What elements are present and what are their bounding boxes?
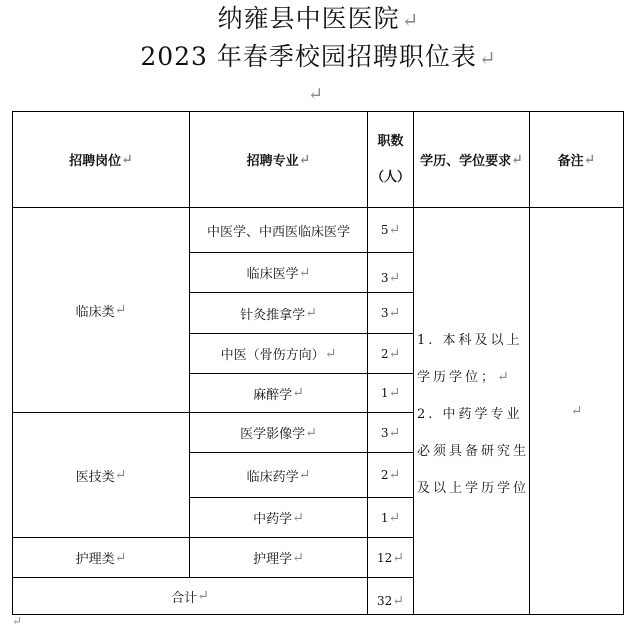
total-count-cell — [368, 583, 413, 619]
paragraph-mark-icon: ↵ — [392, 593, 404, 609]
paragraph-mark-icon: ↵ — [388, 269, 401, 286]
document-title-line1 — [0, 4, 637, 35]
paragraph-mark-icon: ↵ — [388, 222, 401, 238]
count-cell — [368, 334, 413, 373]
header-education — [414, 112, 529, 207]
paragraph-mark-icon: ↵ — [114, 302, 127, 318]
title-line1-text: 纳雍县中医医院 — [217, 4, 400, 33]
table-border — [623, 111, 624, 615]
paragraph-mark-icon: ↵ — [197, 588, 209, 604]
major-cell — [190, 334, 367, 373]
count-value: 2 — [380, 346, 389, 361]
paragraph-mark-icon: ↵ — [583, 151, 596, 168]
paragraph-mark-icon: ↵ — [388, 467, 401, 483]
paragraph-mark-icon: ↵ — [388, 345, 401, 362]
table-border — [12, 614, 624, 615]
count-cell — [368, 498, 413, 537]
education-requirements — [417, 322, 530, 507]
paragraph-mark-icon: ↵ — [388, 305, 401, 321]
major-label: 针灸推拿学 — [240, 307, 306, 323]
major-label: 护理学 — [253, 552, 293, 567]
paragraph-mark-icon: ↵ — [392, 549, 404, 566]
paragraph-mark-icon: ↵ — [114, 549, 127, 566]
group-nursing — [13, 538, 189, 577]
total-count: 32 — [376, 594, 393, 608]
major-label: 临床医学 — [246, 267, 299, 282]
header-position — [13, 112, 189, 207]
major-label: 麻醉学 — [253, 387, 293, 403]
paragraph-mark-icon: ↵ — [497, 369, 512, 385]
count-value: 3 — [380, 425, 389, 440]
major-label: 医学影像学 — [240, 427, 306, 442]
major-cell — [190, 538, 367, 577]
major-cell — [190, 453, 367, 497]
requirement-line: 必须具备研究生 — [417, 444, 530, 459]
count-cell — [368, 208, 413, 252]
header-count — [368, 112, 413, 207]
count-cell — [368, 293, 413, 333]
paragraph-mark-icon: ↵ — [401, 8, 420, 32]
paragraph-mark-icon: ↵ — [292, 385, 304, 401]
header-major — [190, 112, 367, 207]
header-position-label: 招聘岗位 — [69, 154, 122, 169]
paragraph-mark-icon: ↵ — [298, 264, 311, 281]
count-value: 1 — [380, 510, 389, 525]
paragraph-mark-icon: ↵ — [114, 467, 127, 483]
paragraph-mark-icon: ↵ — [121, 151, 133, 168]
header-count-line1: 职数 — [377, 133, 404, 149]
paragraph-mark-icon: ↵ — [511, 151, 523, 168]
requirement-line: 学历学位； — [417, 370, 498, 385]
major-cell — [190, 498, 367, 537]
count-cell — [368, 453, 413, 497]
paragraph-mark-icon: ↵ — [305, 424, 317, 441]
paragraph-mark-icon: ↵ — [388, 385, 401, 401]
requirement-line: 及以上学历学位 — [417, 481, 530, 496]
major-label: 中药学 — [253, 512, 293, 527]
major-label: 中医学、中西医临床医学 — [206, 224, 350, 240]
count-value: 3 — [380, 306, 389, 320]
header-remarks — [530, 112, 623, 207]
paragraph-mark-icon: ↵ — [298, 467, 311, 483]
group-nursing-label: 护理类 — [75, 552, 115, 567]
paragraph-mark-icon: ↵ — [298, 151, 311, 168]
header-remarks-label: 备注 — [557, 154, 584, 169]
requirement-line: 2. 中药学专业 — [417, 407, 523, 422]
major-cell — [190, 413, 367, 452]
paragraph-mark-icon: ↵ — [388, 424, 401, 441]
group-medtech-label: 医技类 — [75, 469, 115, 485]
count-cell — [368, 413, 413, 452]
count-value: 12 — [376, 550, 393, 565]
major-cell — [190, 374, 367, 412]
total-label-cell — [13, 578, 367, 614]
header-education-label: 学历、学位要求 — [420, 154, 512, 169]
paragraph-mark-icon: ↵ — [12, 614, 23, 628]
document-title-line2 — [0, 42, 637, 73]
count-value: 5 — [380, 223, 389, 237]
group-medtech — [13, 413, 189, 537]
count-cell — [368, 538, 413, 577]
major-label: 临床药学 — [246, 469, 299, 485]
paragraph-mark-icon: ↵ — [388, 509, 401, 526]
count-value: 1 — [380, 386, 389, 400]
group-clinical-label: 临床类 — [75, 304, 115, 320]
paragraph-mark-icon: ↵ — [308, 84, 324, 105]
title-line2-text: 2023 年春季校园招聘职位表 — [140, 42, 477, 71]
count-cell — [368, 374, 413, 412]
major-label: 中医（骨伤方向） — [220, 348, 325, 363]
count-cell — [368, 258, 413, 297]
major-cell — [190, 293, 367, 333]
group-clinical — [13, 208, 189, 412]
paragraph-mark-icon: ↵ — [570, 403, 583, 419]
paragraph-mark-icon: ↵ — [478, 46, 497, 70]
count-value: 2 — [380, 468, 389, 482]
paragraph-mark-icon: ↵ — [292, 509, 304, 526]
count-value: 3 — [380, 270, 389, 285]
paragraph-mark-icon: ↵ — [324, 345, 337, 362]
remarks-cell — [530, 208, 623, 614]
header-major-label: 招聘专业 — [246, 154, 299, 169]
major-cell — [190, 253, 367, 292]
paragraph-mark-icon: ↵ — [292, 549, 304, 566]
requirement-line: 1. 本科及以上 — [417, 333, 523, 348]
header-count-line2: （人） — [370, 169, 410, 185]
total-label: 合计 — [171, 590, 198, 606]
major-cell — [190, 208, 367, 252]
paragraph-mark-icon: ↵ — [305, 305, 317, 321]
